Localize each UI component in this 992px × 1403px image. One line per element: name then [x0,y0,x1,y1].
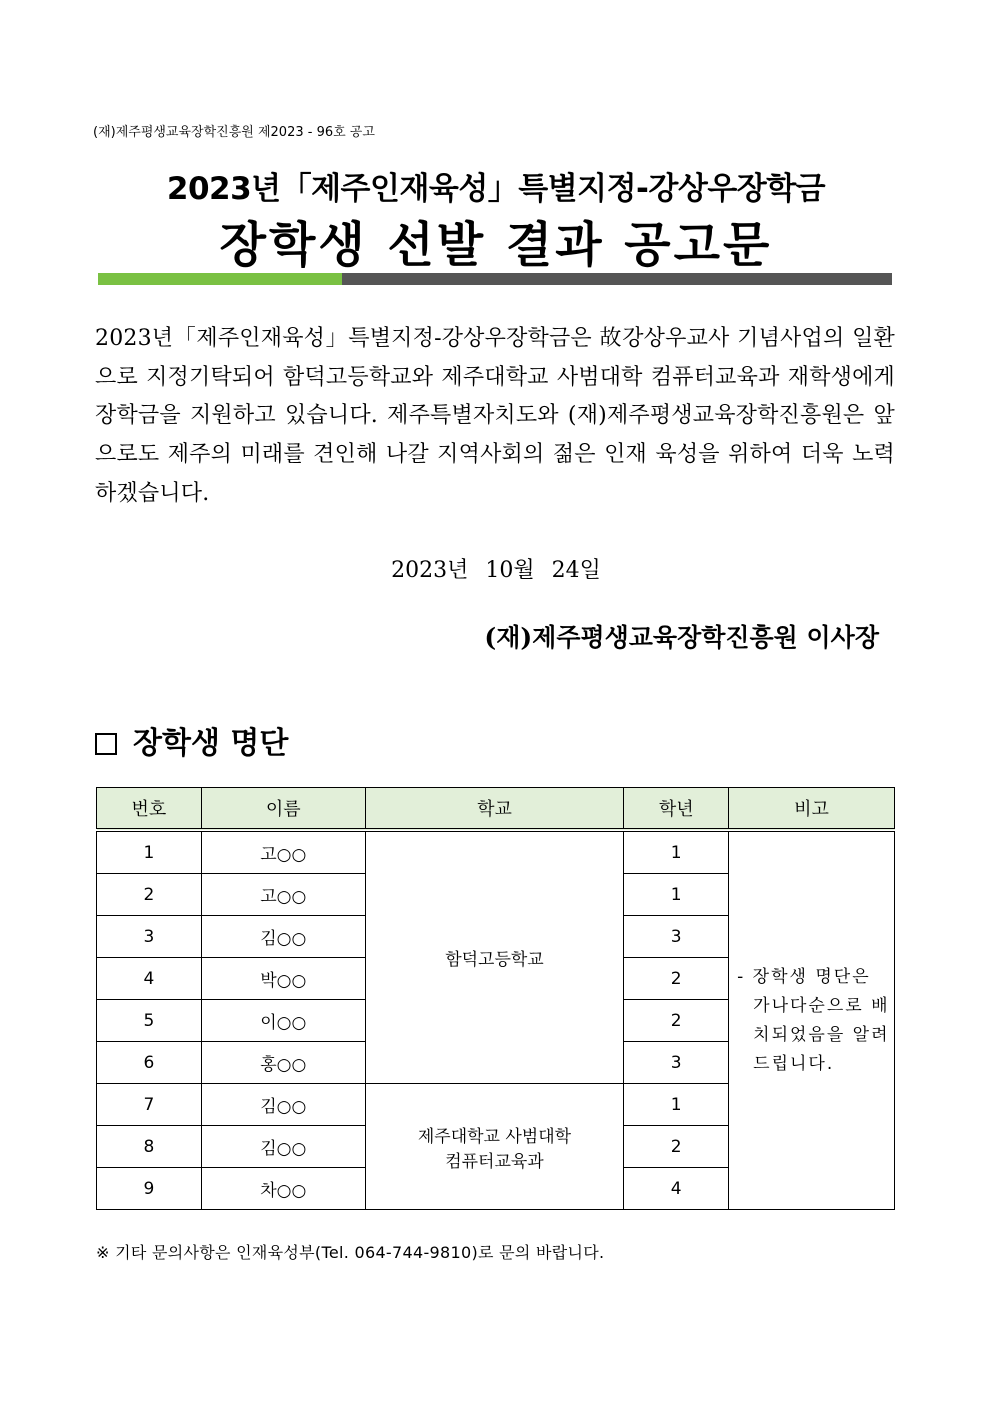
row-name: 김○○ [201,1084,365,1126]
school-line: 제주대학교 사범대학 [417,1126,572,1147]
row-number: 2 [97,874,202,916]
row-name: 김○○ [201,916,365,958]
body-paragraph: 2023년「제주인재육성」특별지정-강상우장학금은 故강상우교사 기념사업의 일환으로 지정기탁되어 함덕고등학교와 제주대학교 사범대학 컴퓨터교육과 재학생에게 장학금을 지원하고 있습니다. 제주특별자치도와 (재)제주평생교육장학진흥원은 앞으로도 제주의 미래를 견인해 나갈 지역사회의 젊은 인재 육성을 위하여 더욱 노력하겠습니다. [95,326,895,506]
row-name: 김○○ [201,1126,365,1168]
row-name: 홍○○ [201,1042,365,1084]
row-grade: 2 [624,958,729,1000]
row-number: 6 [97,1042,202,1084]
header-cell: 번호 [97,788,202,831]
row-number: 3 [97,916,202,958]
table-header-row [97,788,895,831]
section-title [95,718,288,762]
header-cell: 학교 [365,788,624,831]
remark-cell [729,830,895,1210]
header-cell: 비고 [729,788,895,831]
row-number: 1 [97,830,202,874]
row-grade: 1 [624,874,729,916]
row-grade: 1 [624,1084,729,1126]
school-cell [365,1084,624,1210]
row-number: 4 [97,958,202,1000]
announcement-date: 2023년 10월 24일 [391,558,601,583]
remark-text: - 장학생 명단은 가나다순으로 배치되었음을 알려드립니다. [737,966,890,1074]
page-title: 장학생 선발 결과 공고문 [219,217,773,273]
row-grade: 2 [624,1000,729,1042]
notice-number: (재)제주평생교육장학진흥원 제2023 - 96호 공고 [93,125,375,140]
row-number: 8 [97,1126,202,1168]
row-name: 박○○ [201,958,365,1000]
row-name: 고○○ [201,830,365,874]
title-line1: 2023년「제주인재육성」특별지정-강상우장학금 [166,171,826,207]
header-cell: 이름 [201,788,365,831]
section-title-text: 장학생 명단 [133,726,289,761]
scholarship-table [96,787,895,1210]
row-number: 9 [97,1168,202,1210]
issuer-name: (재)제주평생교육장학진흥원 이사장 [484,623,879,652]
title-underline-gray [342,273,892,285]
table-row [97,830,895,874]
row-name: 차○○ [201,1168,365,1210]
row-grade: 3 [624,916,729,958]
row-number: 5 [97,1000,202,1042]
checkbox-icon [95,733,117,755]
row-grade: 3 [624,1042,729,1084]
row-grade: 2 [624,1126,729,1168]
school-cell: 함덕고등학교 [365,830,624,1084]
row-number: 7 [97,1084,202,1126]
footnote: ※ 기타 문의사항은 인재육성부(Tel. 064-744-9810)로 문의 바랍니다. [96,1243,605,1262]
title-underline-green [98,273,342,285]
row-grade: 1 [624,830,729,874]
header-cell: 학년 [624,788,729,831]
row-grade: 4 [624,1168,729,1210]
school-line: 컴퓨터교육과 [445,1151,544,1172]
row-name: 이○○ [201,1000,365,1042]
row-name: 고○○ [201,874,365,916]
